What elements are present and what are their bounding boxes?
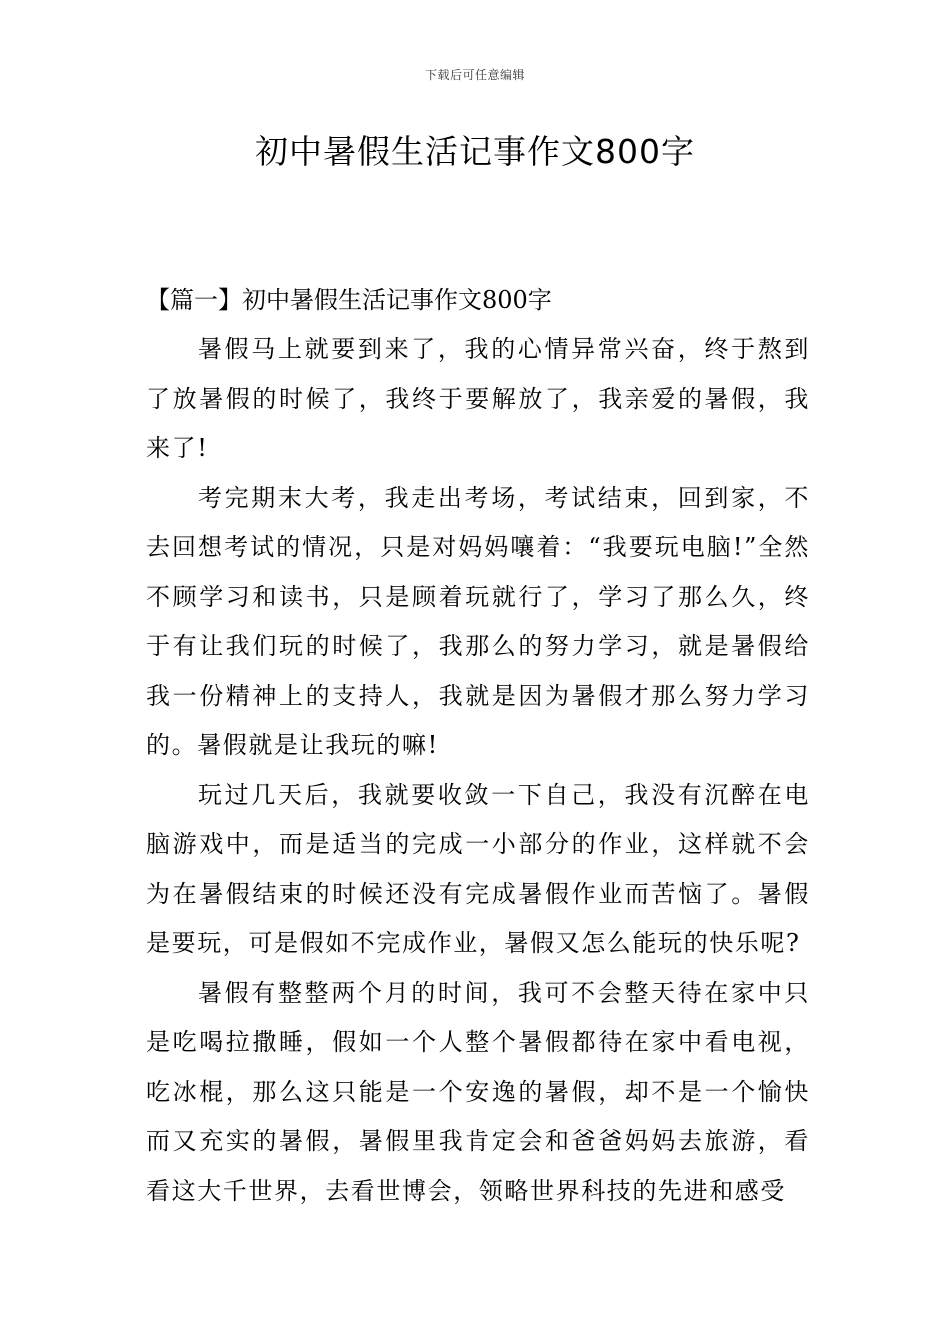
paragraph-4: 暑假有整整两个月的时间，我可不会整天待在家中只是吃喝拉撒睡，假如一个人整个暑假都待在家中看电视，吃冰棍，那么这只能是一个安逸的暑假，却不是一个愉快而又充实的暑假，暑假里我肯定会和爸爸妈妈去旅游，看看这大千世界，去看世博会，领略世界科技的先进和感受 <box>146 978 810 1205</box>
article-body <box>146 276 810 1216</box>
paragraph-3: 玩过几天后，我就要收敛一下自己，我没有沉醉在电脑游戏中，而是适当的完成一小部分的作业，这样就不会为在暑假结束的时候还没有完成暑假作业而苦恼了。暑假是要玩，可是假如不完成作业，暑假又怎么能玩的快乐呢? <box>146 780 810 957</box>
paragraph-1: 暑假马上就要到来了，我的心情异常兴奋，终于熬到了放暑假的时候了，我终于要解放了，我亲爱的暑假，我来了! <box>146 335 810 462</box>
document-title: 初中暑假生活记事作文800字 <box>255 132 695 171</box>
paragraph-2: 考完期末大考，我走出考场，考试结束，回到家，不去回想考试的情况，只是对妈妈嚷着：“我要玩电脑!”全然不顾学习和读书，只是顾着玩就行了，学习了那么久，终于有让我们玩的时候了，我那么的努力学习，就是暑假给我一份精神上的支持人，我就是因为暑假才那么努力学习的。暑假就是让我玩的嘛! <box>146 483 810 759</box>
header-note: 下载后可任意编辑 <box>424 68 525 82</box>
section-heading: 【篇一】初中暑假生活记事作文800字 <box>146 286 552 314</box>
